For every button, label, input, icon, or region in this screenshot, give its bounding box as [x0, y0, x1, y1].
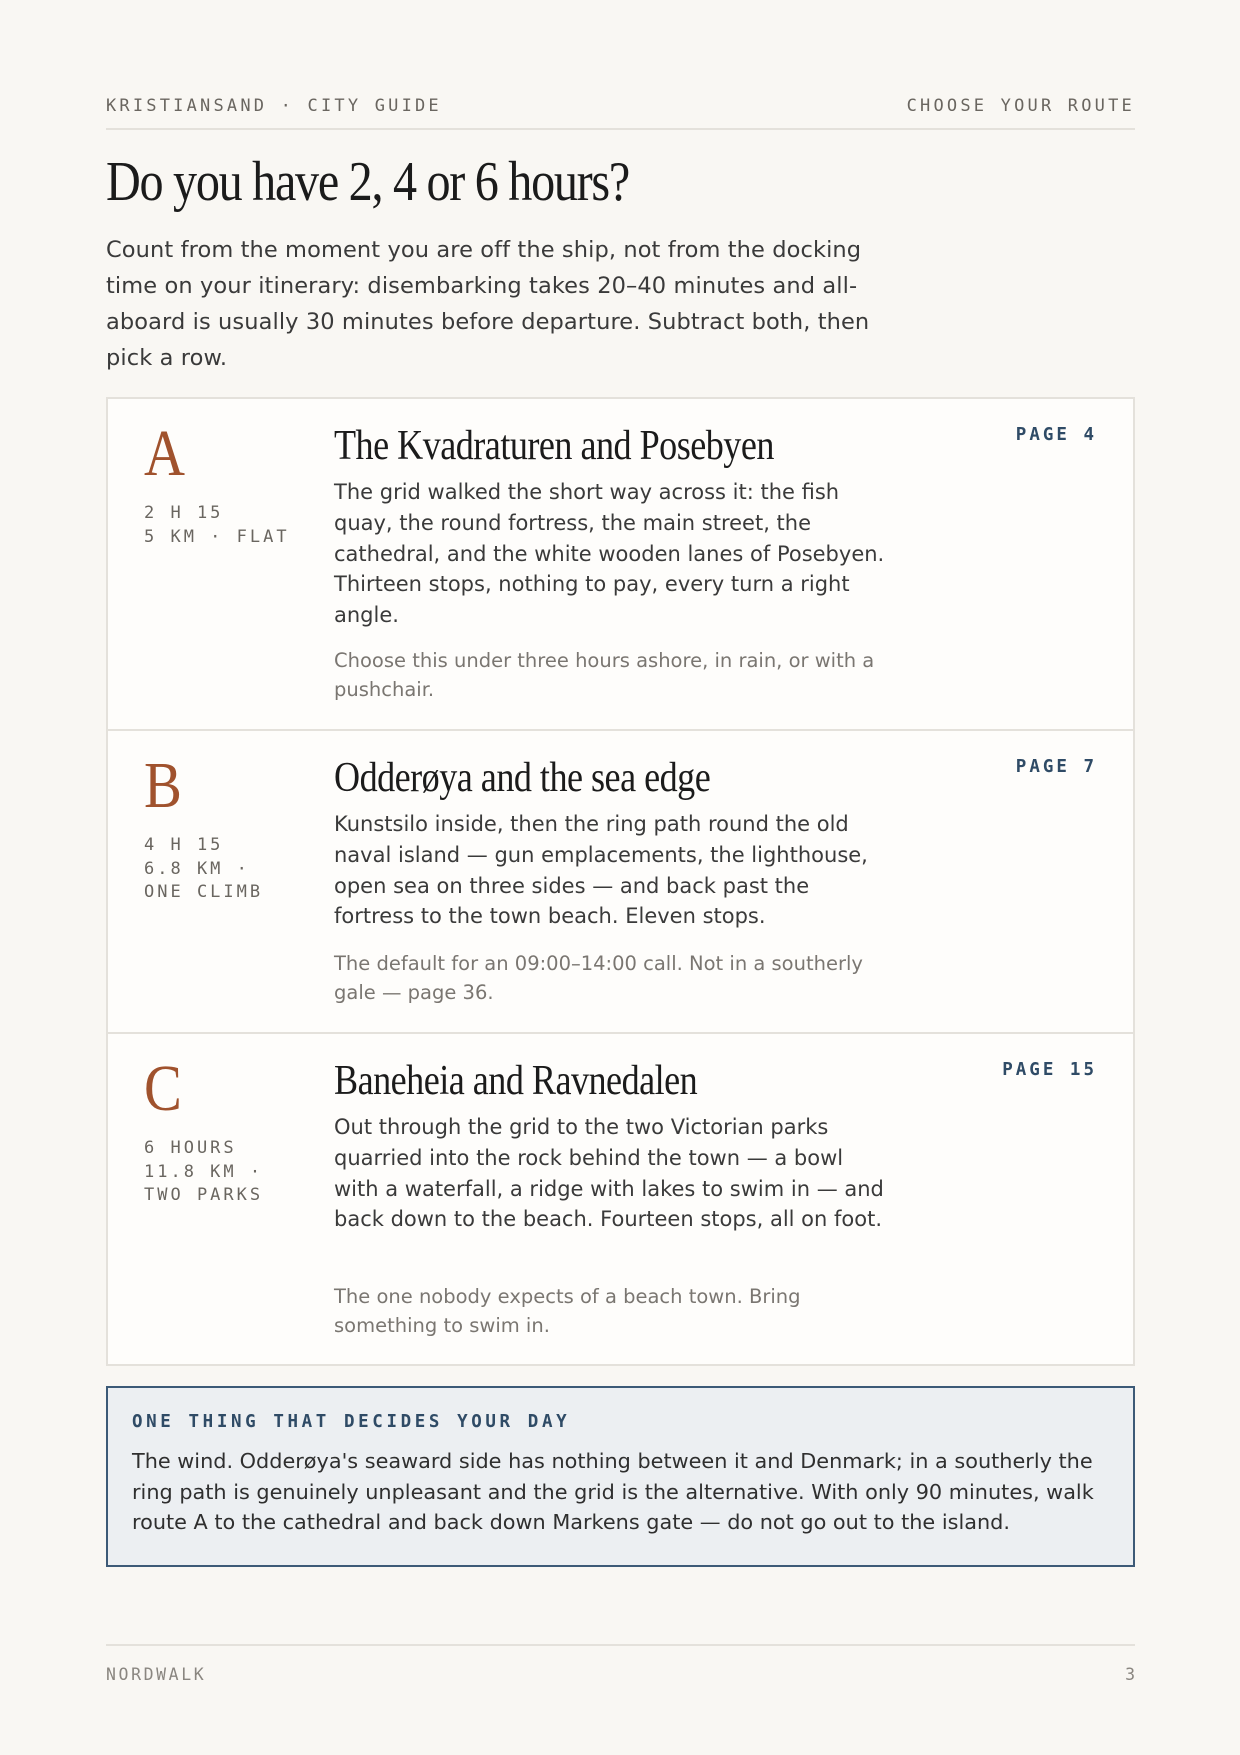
guide-kicker: KRISTIANSAND · CITY GUIDE — [106, 96, 442, 116]
route-card-c — [108, 1032, 1133, 1364]
page-header — [106, 96, 1135, 130]
route-meta — [144, 1137, 304, 1208]
route-list — [106, 397, 1135, 1366]
wind-callout — [106, 1386, 1135, 1567]
route-duration: 4 H 15 — [144, 835, 224, 855]
route-description: Kunstsilo inside, then the ring path round the old naval island — gun emplacements, the lighthouse, open sea on three sides — and back past the fortress to the town beach. Eleven stops. — [334, 812, 868, 929]
route-duration: 6 HOURS — [144, 1138, 237, 1158]
page-title: Do you have 2, 4 or 6 hours? — [106, 151, 629, 213]
intro-paragraph: Count from the moment you are off the ship, not from the docking time on your itinerary: disembarking takes 20–40 minutes and all-aboard is usually 30 minutes before departure. Subtract both, then pick a row. — [106, 237, 870, 371]
route-page-link[interactable]: PAGE 7 — [1015, 757, 1097, 777]
callout-title: ONE THING THAT DECIDES YOUR DAY — [132, 1412, 571, 1432]
route-meta — [144, 834, 304, 905]
route-page-link[interactable]: PAGE 4 — [1015, 425, 1097, 445]
route-description: The grid walked the short way across it: the fish quay, the round fortress, the main street, the cathedral, and the white wooden lanes of Posebyen. Thirteen stops, nothing to pay, every turn a right angle. — [334, 480, 885, 628]
route-description: Out through the grid to the two Victorian parks quarried into the rock behind the town — a bowl with a waterfall, a ridge with lakes to swim in — and back down to the beach. Fourteen stops, all on foot. — [334, 1115, 884, 1232]
route-title: Odderøya and the sea edge — [334, 755, 711, 801]
route-card-b — [108, 729, 1133, 1032]
route-letter: A — [144, 417, 185, 490]
route-note: Choose this under three hours ashore, in rain, or with a pushchair. — [334, 649, 875, 701]
route-card-a — [108, 399, 1133, 729]
route-meta — [144, 502, 304, 549]
page-number: 3 — [1125, 1665, 1135, 1684]
footer-brand: NORDWALK — [106, 1665, 207, 1684]
route-duration: 2 H 15 — [144, 503, 224, 523]
route-terrain: ONE CLIMB — [144, 882, 264, 902]
route-title: Baneheia and Ravnedalen — [334, 1058, 698, 1104]
route-distance: 5 KM · FLAT — [144, 526, 290, 547]
route-note: The default for an 09:00–14:00 call. Not in a southerly gale — page 36. — [334, 952, 863, 1004]
route-letter: B — [144, 749, 182, 822]
route-title: The Kvadraturen and Posebyen — [334, 423, 774, 469]
guide-page — [106, 0, 1135, 1755]
route-terrain: TWO PARKS — [144, 1185, 264, 1205]
route-letter: C — [144, 1052, 182, 1125]
route-page-link[interactable]: PAGE 15 — [1002, 1060, 1097, 1080]
route-distance: 11.8 KM · — [144, 1161, 264, 1182]
callout-body: The wind. Odderøya's seaward side has nothing between it and Denmark; in a southerly the ring path is genuinely unpleasant and the grid is the alternative. With only 90 minutes, walk route A to the cathedral and back down Markens gate — do not go out to the island. — [132, 1449, 1094, 1534]
route-distance: 6.8 KM · — [144, 858, 250, 879]
route-note: The one nobody expects of a beach town. Bring something to swim in. — [334, 1285, 801, 1337]
page-footer — [106, 1644, 1135, 1684]
section-kicker: CHOOSE YOUR ROUTE — [906, 96, 1135, 116]
